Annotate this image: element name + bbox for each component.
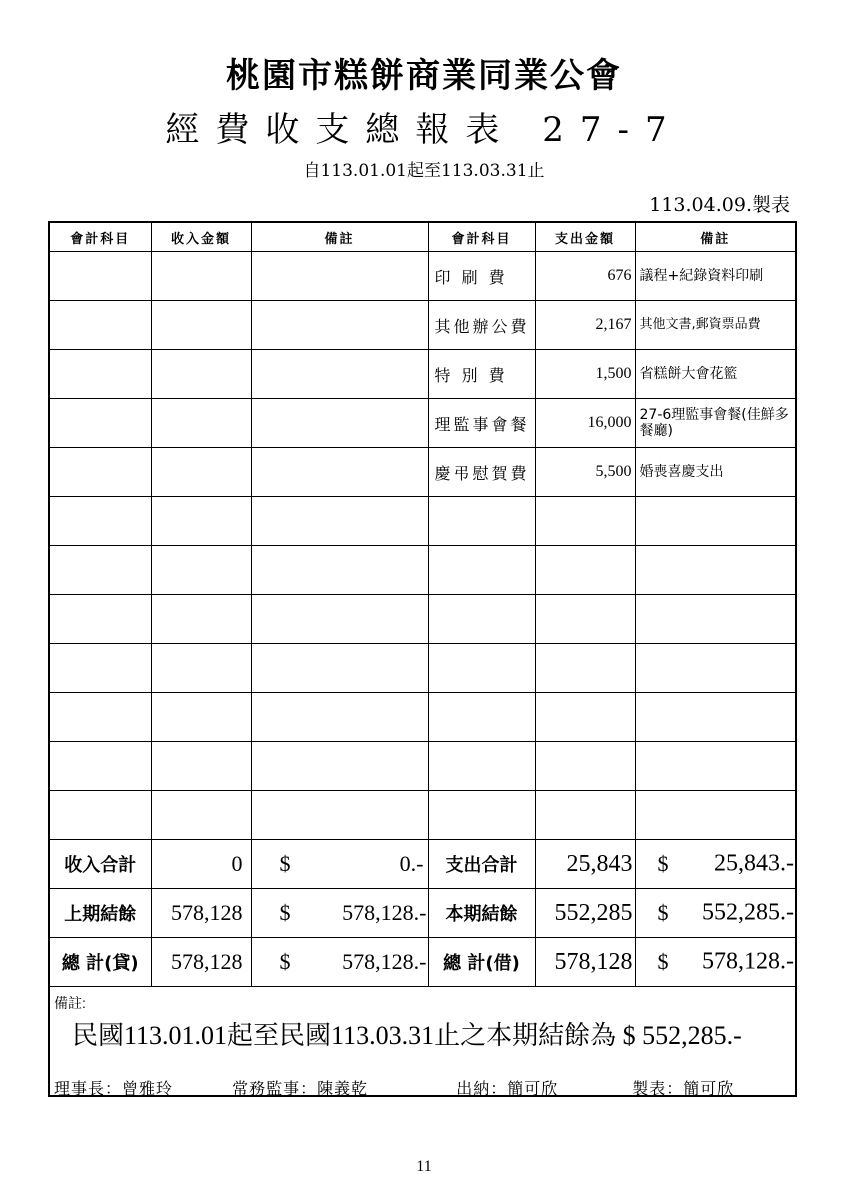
income-total-formal xyxy=(251,840,428,889)
table-row xyxy=(49,252,796,301)
table-row xyxy=(49,350,796,399)
table-row xyxy=(49,497,796,546)
debit-total-label: 總 計(借) xyxy=(428,938,535,987)
dollar-sign: $ xyxy=(279,851,291,876)
preparer-signature: 製表：簡可欣 xyxy=(632,1079,735,1098)
credit-total-formal-value: 578,128.- xyxy=(342,949,427,974)
expense-total-formal-value: 25,843.- xyxy=(714,850,794,877)
ledger-table xyxy=(48,221,795,1050)
expense-amount: 16,000 xyxy=(535,399,635,448)
debit-total: 578,128 xyxy=(535,938,635,987)
table-row xyxy=(49,301,796,350)
credit-total: 578,128 xyxy=(151,938,251,987)
expense-amount: 5,500 xyxy=(535,448,635,497)
credit-total-label: 總 計(貸) xyxy=(49,938,151,987)
col-income-subject: 會計科目 xyxy=(49,222,151,252)
remark-text: 民國113.01.01起至民國113.03.31止之本期結餘為 $ 552,285.- xyxy=(72,1021,742,1050)
expense-subject: 其他辦公費 xyxy=(428,301,535,350)
dollar-sign: $ xyxy=(657,949,669,974)
table-row xyxy=(49,791,796,840)
expense-amount: 2,167 xyxy=(535,301,635,350)
curr-balance: 552,285 xyxy=(535,889,635,938)
expense-subject: 理監事會餐 xyxy=(428,399,535,448)
dollar-sign: $ xyxy=(279,900,291,925)
curr-balance-formal-value: 552,285.- xyxy=(702,899,794,926)
grand-total-row xyxy=(49,938,796,987)
chairman-signature: 理事長：曾雅玲 xyxy=(54,1079,174,1098)
income-total-label: 收入合計 xyxy=(49,840,151,889)
income-total: 0 xyxy=(151,840,251,889)
prev-balance: 578,128 xyxy=(151,889,251,938)
curr-balance-label: 本期結餘 xyxy=(428,889,535,938)
table-row xyxy=(49,546,796,595)
debit-total-formal xyxy=(635,938,796,987)
total-row xyxy=(49,840,796,889)
col-income-amount: 收入金額 xyxy=(151,222,251,252)
prev-balance-formal-value: 578,128.- xyxy=(342,900,427,925)
table-row xyxy=(49,399,796,448)
table-row xyxy=(49,693,796,742)
expense-amount: 676 xyxy=(535,252,635,301)
dollar-sign: $ xyxy=(657,851,669,876)
table-row xyxy=(49,595,796,644)
report-period: 自113.01.01起至113.03.31止 xyxy=(303,161,545,181)
expense-note: 婚喪喜慶支出 xyxy=(635,448,796,497)
balance-row xyxy=(49,889,796,938)
expense-note: 省糕餅大會花籃 xyxy=(635,350,796,399)
table-header-row xyxy=(49,222,796,252)
expense-amount: 1,500 xyxy=(535,350,635,399)
table-row xyxy=(49,644,796,693)
table-row xyxy=(49,448,796,497)
remark-label: 備註: xyxy=(54,995,86,1011)
col-expense-amount: 支出金額 xyxy=(535,222,635,252)
cashier-signature: 出納：簡可欣 xyxy=(456,1079,559,1098)
dollar-sign: $ xyxy=(657,900,669,925)
col-expense-subject: 會計科目 xyxy=(428,222,535,252)
expense-total: 25,843 xyxy=(535,840,635,889)
supervisor-signature: 常務監事：陳義乾 xyxy=(232,1079,369,1098)
expense-total-formal xyxy=(635,840,796,889)
page-number: 11 xyxy=(416,1158,432,1175)
expense-note: 27-6理監事會餐(佳鮮多餐廳) xyxy=(635,399,796,448)
expense-subject: 印 刷 費 xyxy=(428,252,535,301)
report-title: 經費收支總報表 27-7 xyxy=(165,110,683,150)
col-expense-note: 備註 xyxy=(635,222,796,252)
expense-total-label: 支出合計 xyxy=(428,840,535,889)
income-total-formal-value: 0.- xyxy=(399,851,424,876)
prev-balance-formal xyxy=(251,889,428,938)
made-date: 113.04.09.製表 xyxy=(649,194,790,216)
table-row xyxy=(49,742,796,791)
debit-total-formal-value: 578,128.- xyxy=(702,948,794,975)
credit-total-formal xyxy=(251,938,428,987)
expense-subject: 特 別 費 xyxy=(428,350,535,399)
dollar-sign: $ xyxy=(279,949,291,974)
signatures xyxy=(54,1076,734,1099)
expense-subject: 慶弔慰賀費 xyxy=(428,448,535,497)
expense-note: 議程+紀錄資料印刷 xyxy=(635,252,796,301)
org-title: 桃園市糕餅商業同業公會 xyxy=(226,56,622,96)
expense-note: 其他文書,郵資票品費 xyxy=(635,301,796,350)
prev-balance-label: 上期結餘 xyxy=(49,889,151,938)
curr-balance-formal xyxy=(635,889,796,938)
col-income-note: 備註 xyxy=(251,222,428,252)
